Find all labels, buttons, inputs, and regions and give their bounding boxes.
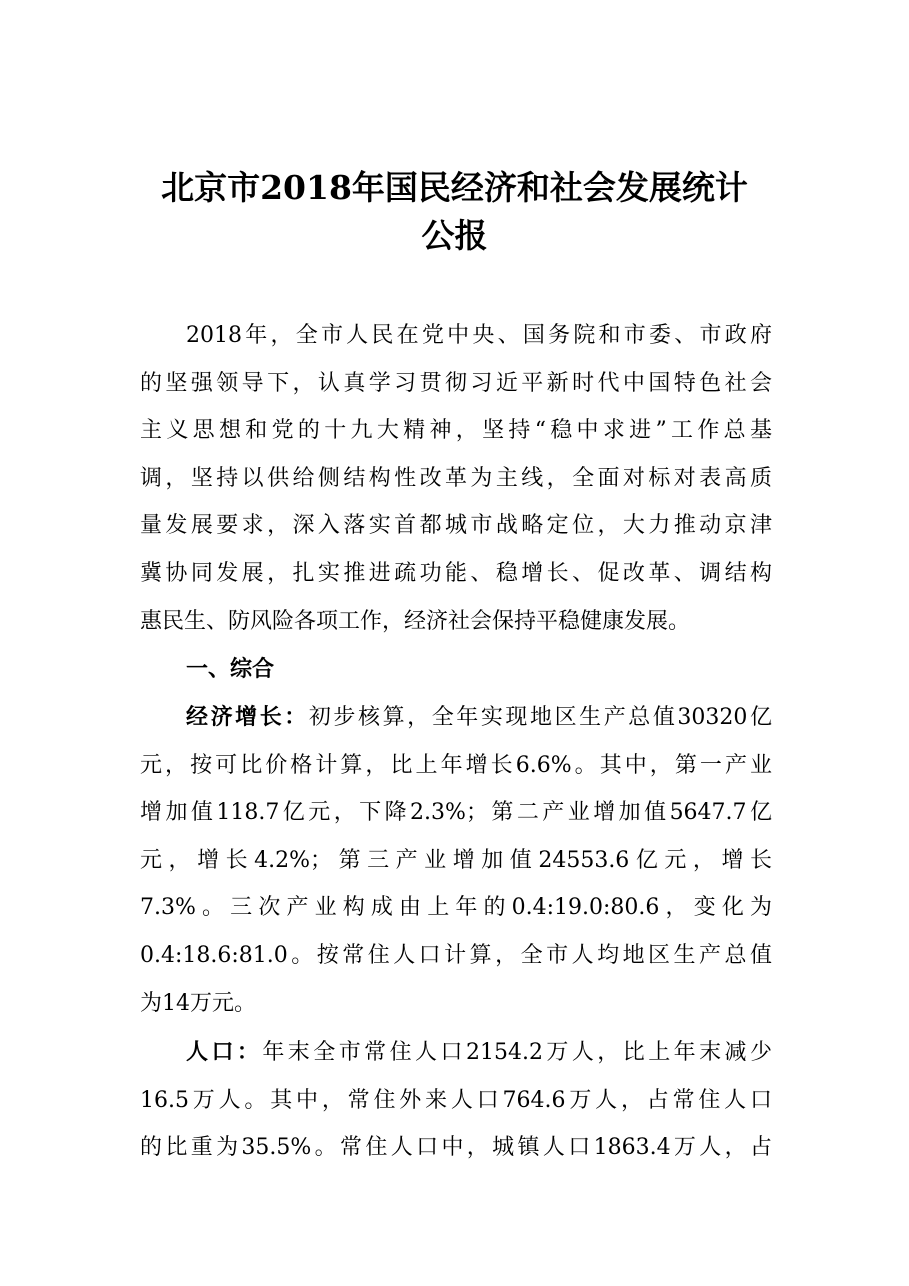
population-first-line-text: 年末全市常住人口2154.2万人，比上年末减少 [262,1040,772,1065]
intro-line: 量发展要求，深入落实首都城市战略定位，大力推动京津 [140,513,772,539]
document-title-line-1: 北京市2018年国民经济和社会发展统计 [161,168,748,207]
growth-paragraph [140,694,772,1027]
intro-line: 惠民生、防风险各项工作，经济社会保持平稳健康发展。 [140,608,691,634]
intro-line: 的坚强领导下，认真学习贯彻习近平新时代中国特色社会 [140,370,772,396]
intro-line: 主义思想和党的十九大精神，坚持“稳中求进”工作总基 [140,418,772,444]
document-title-line-2: 公报 [421,216,488,255]
population-label: 人口： [186,1039,263,1065]
intro-line: 冀协同发展，扎实推进疏功能、稳增长、促改革、调结构 [140,560,772,586]
population-line: 的比重为35.5%。常住人口中，城镇人口1863.4万人，占 [140,1135,772,1161]
population-first-line [140,1029,772,1077]
intro-paragraph [140,312,772,645]
growth-line: 增加值118.7亿元，下降2.3%；第二产业增加值5647.7亿 [140,800,772,826]
growth-line: 元，增长4.2%；第三产业增加值24553.6亿元，增长 [140,847,772,873]
growth-first-line-text: 初步核算，全年实现地区生产总值30320亿 [308,705,772,730]
growth-line: 7.3%。三次产业构成由上年的0.4:19.0:80.6，变化为 [140,895,772,921]
growth-label: 经济增长： [186,704,309,730]
section-heading: 一、综合 [186,656,275,682]
intro-line: 调，坚持以供给侧结构性改革为主线，全面对标对表高质 [140,465,772,491]
growth-line: 元，按可比价格计算，比上年增长6.6%。其中，第一产业 [140,752,772,778]
growth-line: 0.4:18.6:81.0。按常住人口计算，全市人均地区生产总值 [140,942,772,968]
growth-line: 为14万元。 [140,990,256,1016]
population-paragraph [140,1029,772,1172]
population-line: 16.5万人。其中，常住外来人口764.6万人，占常住人口 [140,1087,772,1113]
intro-line: 2018年，全市人民在党中央、国务院和市委、市政府 [186,323,772,348]
growth-first-line [140,694,772,742]
